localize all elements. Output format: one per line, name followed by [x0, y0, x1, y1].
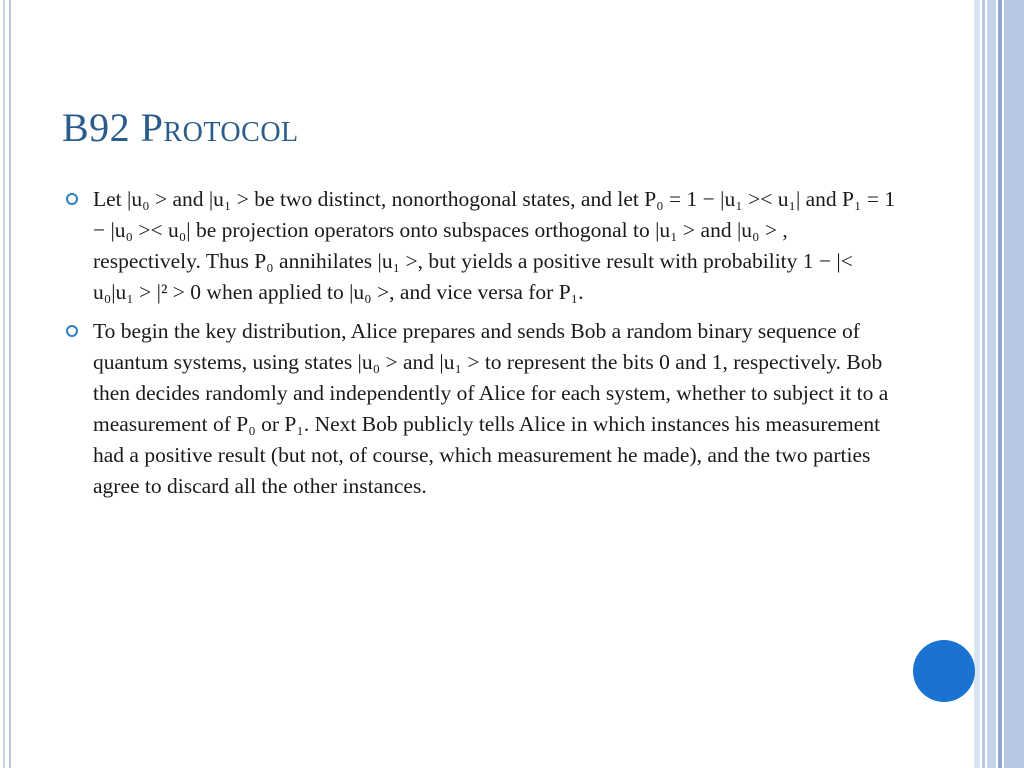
slide-body — [66, 184, 896, 510]
bullet-text: Let |u₀ > and |u₁ > be two distinct, nonorthogonal states, and let P₀ = 1 − |u₁ >< u₁| and P₁ = 1 − |u₀ >< u₀| be projection operators onto subspaces orthogonal to |u₁ > and |u₀ > , respectively. Thus P₀ annihilates |u₁ >, but yields a positive result with probability 1 − |< u₀|u₁ > |² > 0 when applied to |u₀ >, and vice versa for P₁. — [93, 187, 896, 304]
bullet-circle-icon — [66, 193, 78, 205]
stripe-3 — [987, 0, 996, 768]
stripe-1 — [974, 0, 980, 768]
bullet-text: To begin the key distribution, Alice prepares and sends Bob a random binary sequence of quantum systems, using states |u₀ > and |u₁ > to represent the bits 0 and 1, respectively. Bob then decides randomly and independently of Alice for each system, whether to subject it to a measurement of P₀ or P₁. Next Bob publicly tells Alice in which instances his measurement had a positive result (but not, of course, which measurement he made), and the two parties agree to discard all the other instances. — [93, 319, 889, 498]
stripe-2 — [982, 0, 985, 768]
slide-title: B92 Protocol — [62, 105, 299, 150]
bullet-circle-icon — [66, 325, 78, 337]
bullet-item — [66, 316, 896, 502]
bullet-item — [66, 184, 896, 308]
slide-left-border — [0, 0, 11, 768]
stripe-4 — [998, 0, 1002, 768]
stripe-5 — [1004, 0, 1024, 768]
slide-right-stripes — [974, 0, 1024, 768]
decorative-circle — [913, 640, 975, 702]
